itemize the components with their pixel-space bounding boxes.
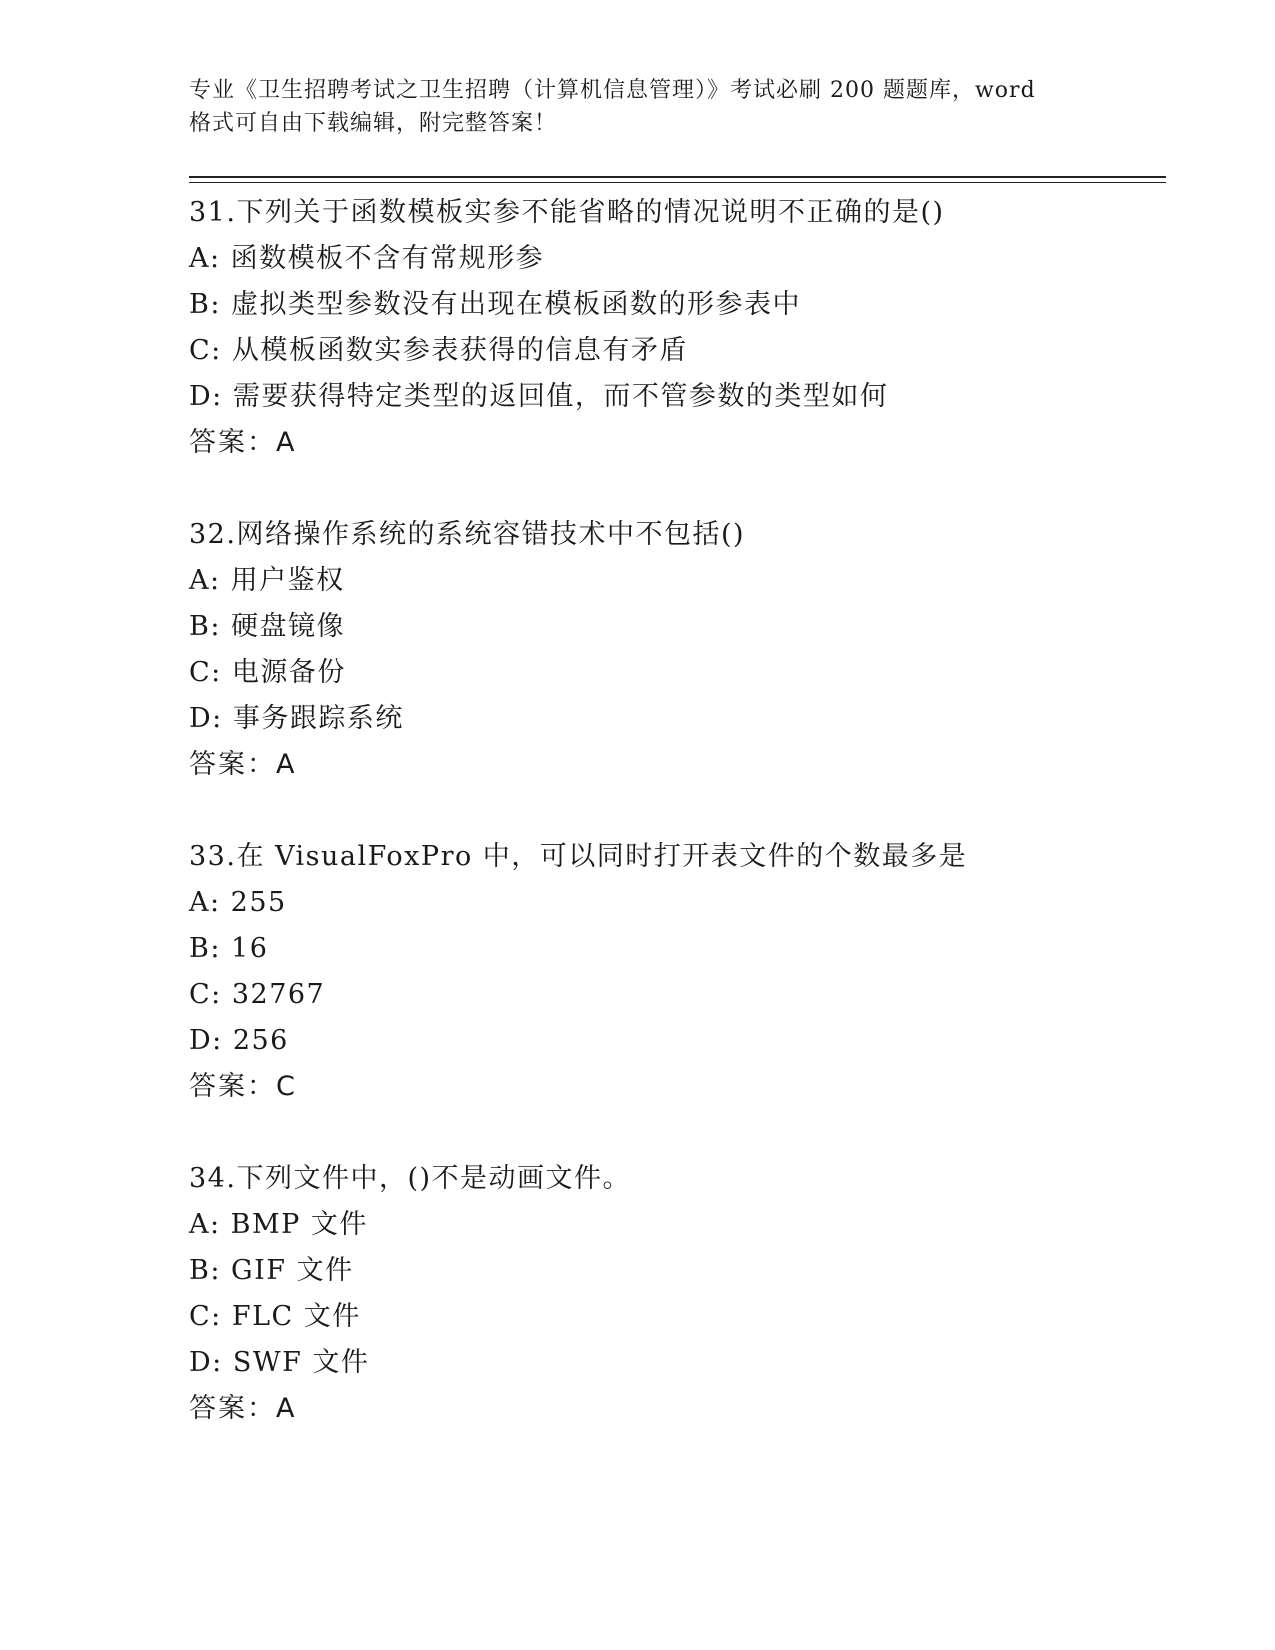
question-block [189, 834, 1169, 1110]
header-divider-thick [189, 176, 1166, 178]
answer-line: 答案：C [189, 1071, 297, 1102]
answer-line: 答案：A [189, 1393, 297, 1424]
question-stem: 31.下列关于函数模板实参不能省略的情况说明不正确的是() [189, 197, 945, 228]
option-a: A: 255 [189, 887, 287, 918]
answer-line: 答案：A [189, 427, 297, 458]
option-d: D: 256 [189, 1025, 289, 1056]
option-b: B: 16 [189, 933, 269, 964]
option-b: B: 硬盘镜像 [189, 611, 346, 642]
question-block [189, 1156, 1169, 1432]
question-block [189, 512, 1169, 788]
option-d: D: 事务跟踪系统 [189, 703, 404, 734]
option-b: B: GIF 文件 [189, 1255, 354, 1286]
question-stem: 33.在 VisualFoxPro 中，可以同时打开表文件的个数最多是 [189, 841, 968, 872]
header-line-2: 格式可自由下载编辑，附完整答案！ [189, 111, 558, 136]
question-block [189, 190, 1169, 466]
header-divider-thin [189, 182, 1166, 183]
option-c: C: FLC 文件 [189, 1301, 361, 1332]
header-line-1: 专业《卫生招聘考试之卫生招聘（计算机信息管理）》考试必刷 200 题题库，word [189, 78, 1036, 103]
option-c: C: 从模板函数实参表获得的信息有矛盾 [189, 335, 688, 366]
option-c: C: 电源备份 [189, 657, 346, 688]
question-stem: 32.网络操作系统的系统容错技术中不包括() [189, 519, 746, 550]
answer-line: 答案：A [189, 749, 297, 780]
option-d: D: SWF 文件 [189, 1347, 370, 1378]
option-a: A: BMP 文件 [189, 1209, 368, 1240]
option-a: A: 用户鉴权 [189, 565, 345, 596]
option-a: A: 函数模板不含有常规形参 [189, 243, 545, 274]
option-c: C: 32767 [189, 979, 326, 1010]
document-header [189, 74, 1089, 140]
option-d: D: 需要获得特定类型的返回值，而不管参数的类型如何 [189, 381, 889, 412]
option-b: B: 虚拟类型参数没有出现在模板函数的形参表中 [189, 289, 802, 320]
question-stem: 34.下列文件中，()不是动画文件。 [189, 1163, 632, 1194]
